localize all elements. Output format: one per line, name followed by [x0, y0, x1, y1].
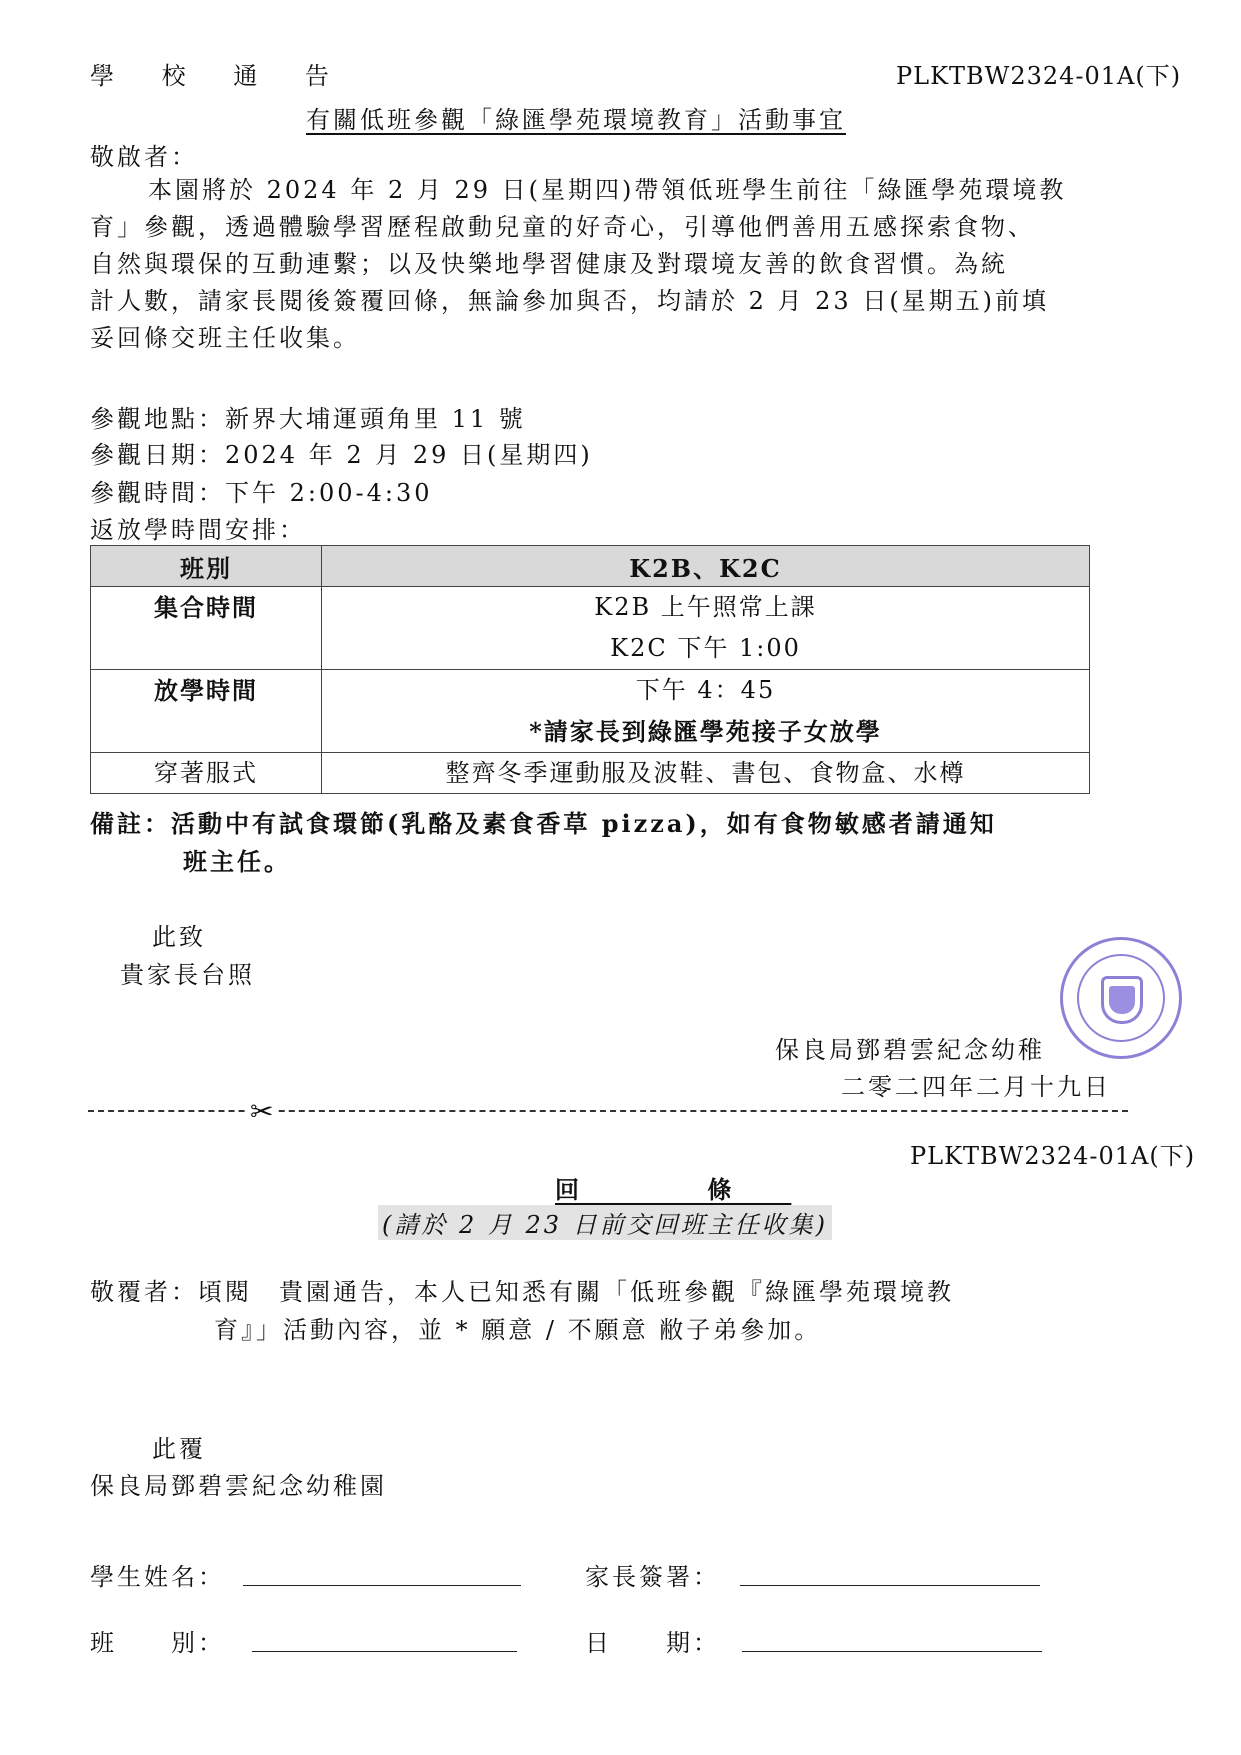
- reply-text: 育』」活動內容，並 * 願意 / 不願意 敝子弟參加。: [214, 1316, 822, 1344]
- body-line: 育」參觀，透過體驗學習歷程啟動兒童的好奇心，引導他們善用五感探索食物、: [90, 213, 1035, 241]
- table-row: [91, 670, 1090, 753]
- date-field[interactable]: [742, 1651, 1042, 1652]
- body-line: 妥回條交班主任收集。: [90, 324, 360, 352]
- scissors-icon: ✂: [250, 1095, 274, 1128]
- row-label: 穿著服式: [154, 759, 258, 787]
- body-line: 本園將於 2024 年 2 月 29 日(星期四)帶領低班學生前往「綠匯學苑環境教: [148, 176, 1067, 204]
- student-name-label: 學生姓名：: [90, 1563, 225, 1591]
- class-label: 班 別：: [90, 1629, 225, 1657]
- table-row: [91, 587, 1090, 670]
- table-header-row: [91, 546, 1090, 587]
- row-label: 放學時間: [154, 676, 258, 705]
- cut-line: [88, 1110, 1128, 1112]
- reply-code: PLKTBW2324-01A(下): [910, 1142, 1196, 1170]
- visit-time: 參觀時間：下午 2:00-4:30: [90, 479, 433, 507]
- signature-school: 保良局鄧碧雲紀念幼稚: [775, 1036, 1045, 1064]
- notice-code: PLKTBW2324-01A(下): [896, 62, 1182, 90]
- row-value: 下午 4：45: [635, 676, 776, 704]
- signature-date: 二零二四年二月十九日: [841, 1073, 1111, 1101]
- reply-text: 敬覆者：頃閱 貴園通告，本人已知悉有關「低班參觀『綠匯學苑環境教: [90, 1278, 954, 1306]
- remark-line: 備註：活動中有試食環節(乳酪及素食香草 pizza)，如有食物敏感者請通知: [90, 809, 997, 838]
- visit-date: 參觀日期：2024 年 2 月 29 日(星期四): [90, 441, 593, 469]
- body-paragraph: [90, 172, 1150, 357]
- row-value: K2C 下午 1:00: [610, 634, 801, 662]
- school-seal: [1060, 937, 1182, 1059]
- row-value: K2B 上午照常上課: [594, 593, 817, 621]
- page-title: 有關低班參觀「綠匯學苑環境教育」活動事宜: [306, 106, 846, 134]
- row-value: 整齊冬季運動服及波鞋、書包、食物盒、水樽: [445, 759, 966, 787]
- table-row: [91, 753, 1090, 794]
- salutation: 敬啟者：: [90, 143, 198, 171]
- remark-line: 班主任。: [183, 847, 291, 876]
- class-field[interactable]: [252, 1651, 517, 1652]
- table-header-groups: K2B、K2C: [322, 546, 1090, 587]
- parent-sign-label: 家長簽署：: [585, 1563, 720, 1591]
- closing-recipient: 貴家長台照: [120, 961, 255, 989]
- reply-closing: 此覆: [152, 1435, 206, 1463]
- body-line: 計人數，請家長閱後簽覆回條，無論參加與否，均請於 2 月 23 日(星期五)前填: [90, 287, 1050, 315]
- visit-location: 參觀地點：新界大埔運頭角里 11 號: [90, 405, 526, 433]
- table-header-class: 班別: [91, 546, 322, 587]
- schedule-table: [90, 545, 1090, 794]
- schedule-heading: 返放學時間安排：: [90, 516, 306, 544]
- notice-label: 學 校 通 告: [90, 62, 349, 90]
- reply-title: 回 條: [555, 1175, 792, 1204]
- reply-school: 保良局鄧碧雲紀念幼稚園: [90, 1472, 387, 1500]
- row-label: 集合時間: [154, 593, 258, 622]
- date-label: 日 期：: [585, 1629, 720, 1657]
- row-value-note: *請家長到綠匯學苑接子女放學: [529, 717, 882, 746]
- student-name-field[interactable]: [243, 1585, 521, 1586]
- parent-sign-field[interactable]: [740, 1585, 1040, 1586]
- closing-line: 此致: [152, 923, 206, 951]
- reply-subtitle: (請於 2 月 23 日前交回班主任收集): [378, 1205, 832, 1240]
- body-line: 自然與環保的互動連繫；以及快樂地學習健康及對環境友善的飲食習慣。為統: [90, 250, 1008, 278]
